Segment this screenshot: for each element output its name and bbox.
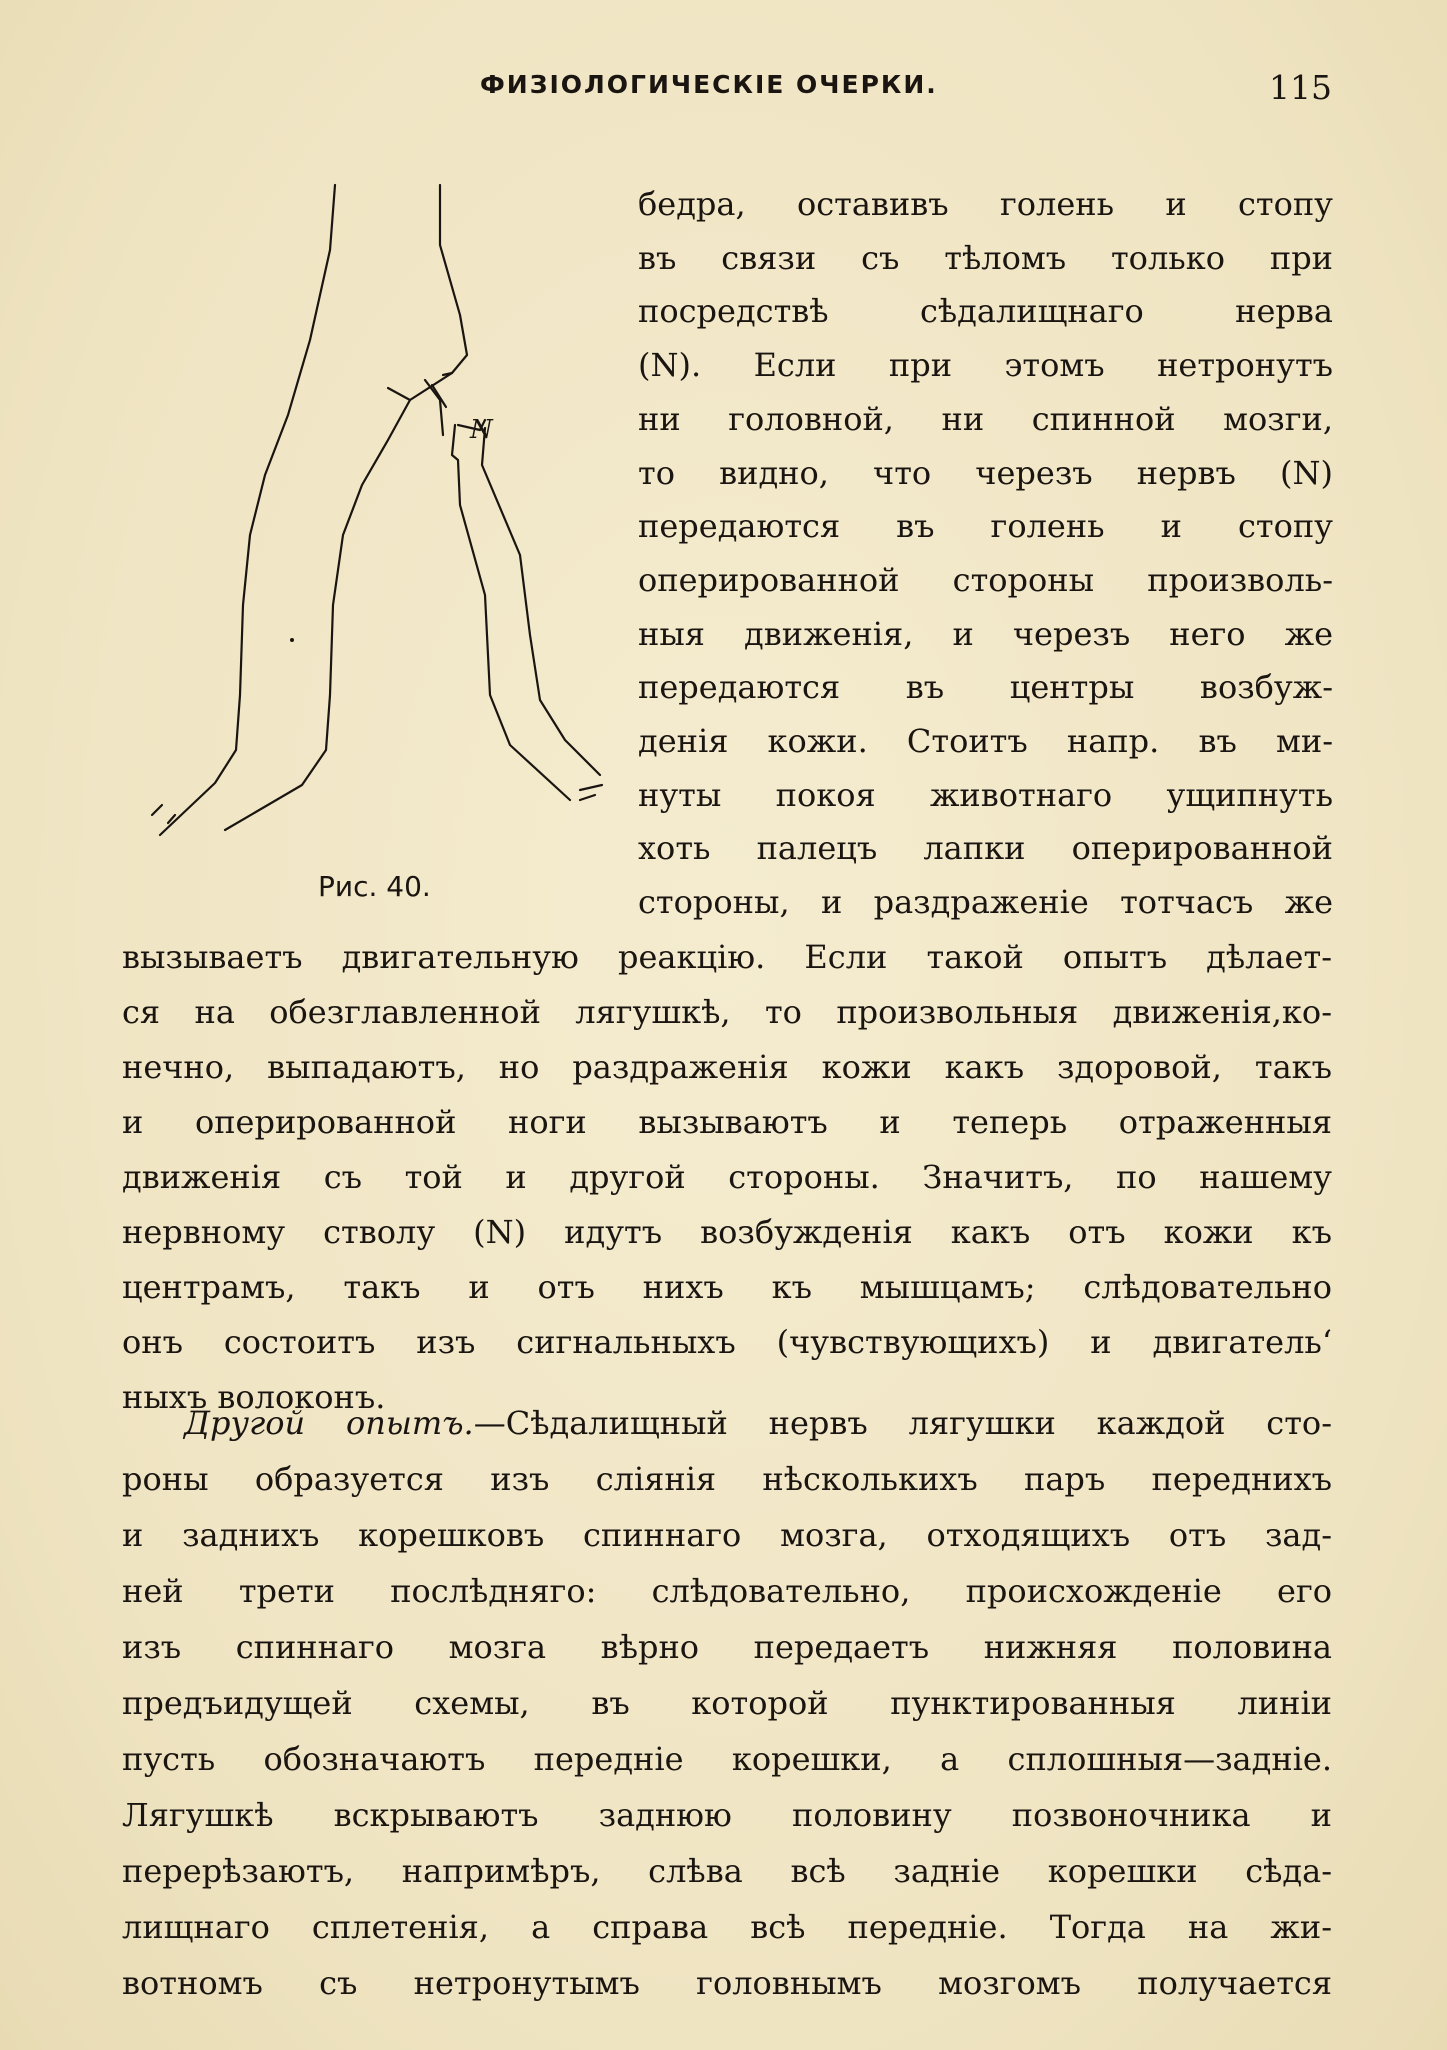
text-line-first: [122, 1395, 1332, 1451]
knee-notch-line: [388, 388, 410, 400]
text-line: изъ спиннаго мозга вѣрно передаетъ нижняя половина: [122, 1628, 1332, 1666]
right-leg-inner-line: [482, 428, 600, 775]
paragraph-continuation: [122, 930, 1332, 1425]
left-foot-toe-line: [152, 805, 162, 815]
text-line: посредствѣ сѣдалищнаго нерва: [638, 292, 1333, 331]
text-line: стороны, и раздраженiе тотчасъ же: [638, 883, 1333, 922]
paragraph-lead-italic: Другой опытъ.: [184, 1404, 474, 1442]
text-line: оперированной стороны произволь-: [638, 560, 1333, 599]
right-foot-toe-line: [580, 785, 602, 790]
text-line: пусть обозначаютъ переднiе корешки, а сплошныя—заднiе.: [122, 1740, 1332, 1778]
nerve-line-2: [432, 385, 446, 407]
text-line: нуты покоя животнаго ущипнуть: [638, 775, 1333, 814]
figure-dot: [290, 638, 294, 642]
right-foot-toe-line-2: [580, 795, 595, 800]
text-line: перерѣзаютъ, напримѣръ, слѣва всѣ заднiе корешки сѣда-: [122, 1852, 1332, 1890]
text-line: и оперированной ноги вызываютъ и теперь отраженныя: [122, 1103, 1332, 1141]
text-line: предъидущей схемы, въ которой пунктированныя линiи: [122, 1684, 1332, 1722]
text-line: ней трети послѣдняго: слѣдовательно, происхожденiе его: [122, 1572, 1332, 1610]
page-number: 115: [1269, 68, 1332, 107]
text-line: нечно, выпадаютъ, но раздраженiя кожи какъ здоровой, такъ: [122, 1048, 1332, 1086]
text-line: (N). Если при этомъ нетронутъ: [638, 346, 1333, 385]
left-leg-inner-line: [225, 185, 467, 830]
figure-caption: Рис. 40.: [318, 870, 431, 903]
text-line: хоть палецъ лапки оперированной: [638, 829, 1333, 868]
figure-wrap-text: [638, 178, 1333, 930]
paragraph-other-experiment: [122, 1395, 1332, 2011]
text-line: онъ состоитъ изъ сигнальныхъ (чувствующихъ) и двигатель‘: [122, 1323, 1332, 1361]
text-line: бедра, оставивъ голень и стопу: [638, 185, 1333, 223]
text-line: Лягушкѣ вскрываютъ заднюю половину позвоночника и: [122, 1796, 1332, 1834]
text-line: и заднихъ корешковъ спиннаго мозга, отходящихъ отъ зад-: [122, 1516, 1332, 1554]
text-line: роны образуется изъ слiянiя нѣсколькихъ паръ переднихъ: [122, 1460, 1332, 1498]
text-line: вызываетъ двигательную реакцiю. Если такой опытъ дѣлает-: [122, 938, 1332, 976]
text-line: денiя кожи. Стоитъ напр. въ ми-: [638, 722, 1333, 761]
paragraph-lead-rest: —Сѣдалищный нервъ лягушки каждой сто-: [473, 1404, 1333, 1442]
text-line: ныхъ волоконъ.: [122, 1378, 386, 1416]
text-line: передаются въ голень и стопу: [638, 507, 1333, 546]
frog-legs-figure: [140, 175, 620, 975]
figure-drawing: [140, 175, 620, 975]
text-line: въ связи съ тѣломъ только при: [638, 238, 1333, 277]
right-leg-outer-line: [452, 425, 570, 800]
text-line: ни головной, ни спинной мозги,: [638, 399, 1333, 438]
text-line: ныя движенiя, и черезъ него же: [638, 614, 1333, 653]
text-line: то видно, что черезъ нервъ (N): [638, 453, 1333, 492]
text-line: лищнаго сплетенiя, а справа всѣ переднiе. Тогда на жи-: [122, 1908, 1332, 1946]
text-line: ся на обезглавленной лягушкѣ, то произвольныя движенiя,ко-: [122, 993, 1332, 1031]
running-title: ФИЗIОЛОГИЧЕСКIЕ ОЧЕРКИ.: [480, 70, 938, 99]
text-line: передаются въ центры возбуж-: [638, 668, 1333, 707]
text-line: нервному стволу (N) идутъ возбужденiя какъ отъ кожи къ: [122, 1213, 1332, 1251]
left-leg-outer-line: [160, 185, 335, 835]
text-line: вотномъ съ нетронутымъ головнымъ мозгомъ получается: [122, 1964, 1332, 2002]
figure-label-n: N: [470, 415, 493, 445]
text-line: центрамъ, такъ и отъ нихъ къ мышцамъ; слѣдовательно: [122, 1268, 1332, 1306]
text-line: движенiя съ той и другой стороны. Значитъ, по нашему: [122, 1158, 1332, 1196]
